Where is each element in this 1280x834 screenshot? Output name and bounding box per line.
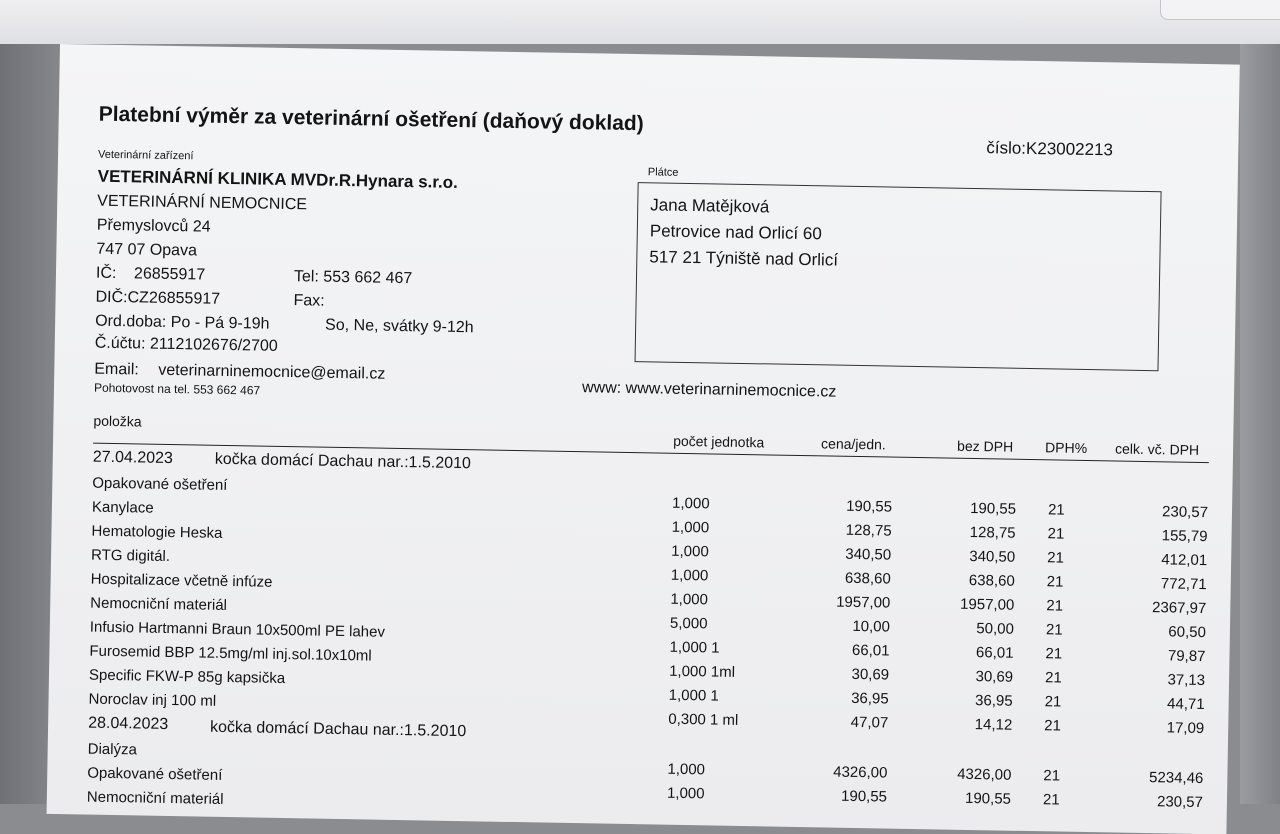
row-vat-pct: 21	[1044, 717, 1062, 735]
row-item-name: Kanylace	[91, 498, 154, 517]
row-no-vat: 638,60	[968, 571, 1015, 590]
row-unit-price: 128,75	[845, 521, 892, 540]
row-total: 230,57	[1161, 503, 1209, 522]
row-unit-price: 190,55	[846, 497, 893, 516]
clinic-email-label: Email:	[94, 360, 139, 379]
row-total: 230,57	[1156, 793, 1204, 812]
row-unit-price: 47,07	[850, 713, 889, 732]
row-qty: 0,300 1 ml	[668, 710, 739, 729]
row-no-vat: 4326,00	[957, 765, 1012, 784]
row-qty: 1,000	[667, 760, 706, 779]
row-qty: 1,000	[671, 494, 710, 513]
row-item-name: Opakované ošetření	[92, 474, 228, 494]
row-unit-price: 1957,00	[835, 593, 891, 612]
clinic-tel: Tel: 553 662 467	[293, 268, 413, 288]
row-total: 155,79	[1161, 527, 1208, 546]
row-qty: 1,000 1	[669, 638, 720, 657]
row-vat-pct: 21	[1045, 621, 1063, 639]
col-header-vat-pct: DPH%	[1044, 439, 1088, 456]
row-vat-pct: 21	[1047, 549, 1065, 567]
clinic-street: Přemyslovců 24	[96, 216, 211, 236]
row-item-name: Opakované ošetření	[87, 764, 223, 784]
clinic-ico: 26855917	[133, 265, 206, 284]
row-total: 37,13	[1167, 671, 1206, 690]
row-total: 60,50	[1168, 623, 1207, 642]
row-no-vat: 30,69	[975, 668, 1014, 686]
section-date: 28.04.2023	[88, 714, 169, 733]
clinic-account: Č.účtu: 2112102676/2700	[94, 334, 278, 355]
payer-street: Petrovice nad Orlicí 60	[649, 221, 822, 244]
row-total: 5234,46	[1148, 769, 1204, 788]
row-item-name: Hospitalizace včetně infúze	[90, 570, 273, 591]
row-no-vat: 36,95	[974, 692, 1013, 710]
row-item-name: RTG digitál.	[90, 546, 171, 565]
payer-box	[635, 182, 1162, 371]
clinic-web: www: www.veterinarninemocnice.cz	[581, 379, 837, 401]
row-item-name: Dialýza	[87, 740, 138, 759]
row-vat-pct: 21	[1047, 501, 1065, 519]
payer-name: Jana Matějková	[650, 195, 770, 217]
document-number: číslo:K23002213	[986, 138, 1114, 160]
row-unit-price: 340,50	[845, 545, 892, 564]
row-unit-price: 36,95	[851, 689, 889, 708]
row-total: 412,01	[1161, 551, 1208, 570]
row-no-vat: 66,01	[975, 644, 1014, 662]
section-animal: kočka domácí Dachau nar.:1.5.2010	[209, 718, 467, 741]
clinic-email: veterinarninemocnice@email.cz	[158, 361, 386, 383]
payer-city: 517 21 Týniště nad Orlicí	[649, 247, 839, 270]
row-vat-pct: 21	[1042, 791, 1060, 809]
row-unit-price: 30,69	[851, 665, 890, 684]
row-vat-pct: 21	[1047, 525, 1065, 543]
clinic-hours: Ord.doba: Po - Pá 9-19h	[95, 312, 270, 333]
row-item-name: Specific FKW-P 85g kapsička	[88, 666, 286, 688]
clinic-emergency: Pohotovost na tel. 553 662 467	[93, 380, 261, 398]
row-item-name: Hematologie Heska	[91, 522, 223, 542]
col-header-unit-price: cena/jedn.	[821, 435, 886, 453]
clinic-ico-label: IČ:	[95, 264, 117, 283]
row-unit-price: 66,01	[851, 641, 890, 660]
row-qty: 1,000	[666, 784, 705, 803]
col-header-no-vat: bez DPH	[956, 437, 1014, 455]
section-animal: kočka domácí Dachau nar.:1.5.2010	[214, 450, 472, 473]
window-button[interactable]	[1160, 0, 1280, 20]
row-item-name: Furosemid BBP 12.5mg/ml inj.sol.10x10ml	[89, 642, 372, 665]
row-total: 79,87	[1167, 647, 1206, 666]
document-title: Platební výměr za veterinární ošetření (daňový doklad)	[98, 102, 644, 136]
row-item-name: Noroclav inj 100 ml	[88, 690, 217, 710]
row-qty: 1,000	[670, 590, 709, 609]
row-item-name: Infusio Hartmanni Braun 10x500ml PE lahev	[89, 618, 386, 641]
invoice-document	[47, 44, 1240, 834]
row-no-vat: 14,12	[974, 716, 1013, 734]
right-bezel	[1240, 44, 1280, 804]
row-qty: 5,000	[669, 614, 708, 633]
row-no-vat: 190,55	[964, 789, 1012, 808]
col-header-total: celk. vč. DPH	[1114, 440, 1200, 458]
row-qty: 1,000	[671, 518, 710, 537]
row-vat-pct: 21	[1045, 645, 1063, 663]
top-window-strip	[0, 0, 1280, 44]
row-total: 17,09	[1166, 719, 1205, 738]
col-header-item: položka	[93, 412, 142, 430]
row-total: 772,71	[1160, 575, 1207, 594]
clinic-name: VETERINÁRNÍ KLINIKA MVDr.R.Hynara s.r.o.	[97, 166, 459, 192]
clinic-fax: Fax:	[293, 292, 325, 310]
row-unit-price: 10,00	[852, 617, 891, 636]
row-qty: 1,000	[671, 542, 709, 561]
clinic-hours-weekend: So, Ne, svátky 9-12h	[324, 316, 474, 337]
row-vat-pct: 21	[1044, 693, 1062, 711]
row-vat-pct: 21	[1046, 573, 1064, 591]
payer-label: Plátce	[647, 166, 679, 179]
row-qty: 1,000 1	[668, 686, 719, 705]
row-no-vat: 1957,00	[959, 595, 1015, 614]
col-header-qty-unit: počet jednotka	[673, 432, 765, 451]
row-item-name: Nemocniční materiál	[90, 594, 228, 614]
row-vat-pct: 21	[1043, 767, 1061, 785]
clinic-type: VETERINÁRNÍ NEMOCNICE	[97, 192, 308, 214]
clinic-dic: DIČ:CZ26855917	[95, 288, 221, 308]
row-qty: 1,000 1ml	[668, 662, 736, 681]
clinic-city: 747 07 Opava	[96, 240, 198, 260]
row-qty: 1,000	[670, 566, 709, 585]
row-no-vat: 128,75	[969, 523, 1016, 542]
row-unit-price: 638,60	[844, 569, 891, 588]
row-no-vat: 50,00	[976, 620, 1015, 638]
row-unit-price: 4326,00	[833, 763, 888, 782]
section-date: 27.04.2023	[92, 448, 174, 468]
row-item-name: Nemocniční materiál	[86, 788, 224, 808]
row-no-vat: 340,50	[969, 547, 1016, 566]
row-total: 2367,97	[1151, 599, 1207, 618]
row-vat-pct: 21	[1046, 597, 1064, 615]
row-unit-price: 190,55	[840, 787, 888, 806]
row-vat-pct: 21	[1044, 669, 1062, 687]
row-total: 44,71	[1166, 695, 1205, 714]
facility-label: Veterinární zařízení	[97, 148, 194, 163]
row-no-vat: 190,55	[969, 499, 1017, 518]
